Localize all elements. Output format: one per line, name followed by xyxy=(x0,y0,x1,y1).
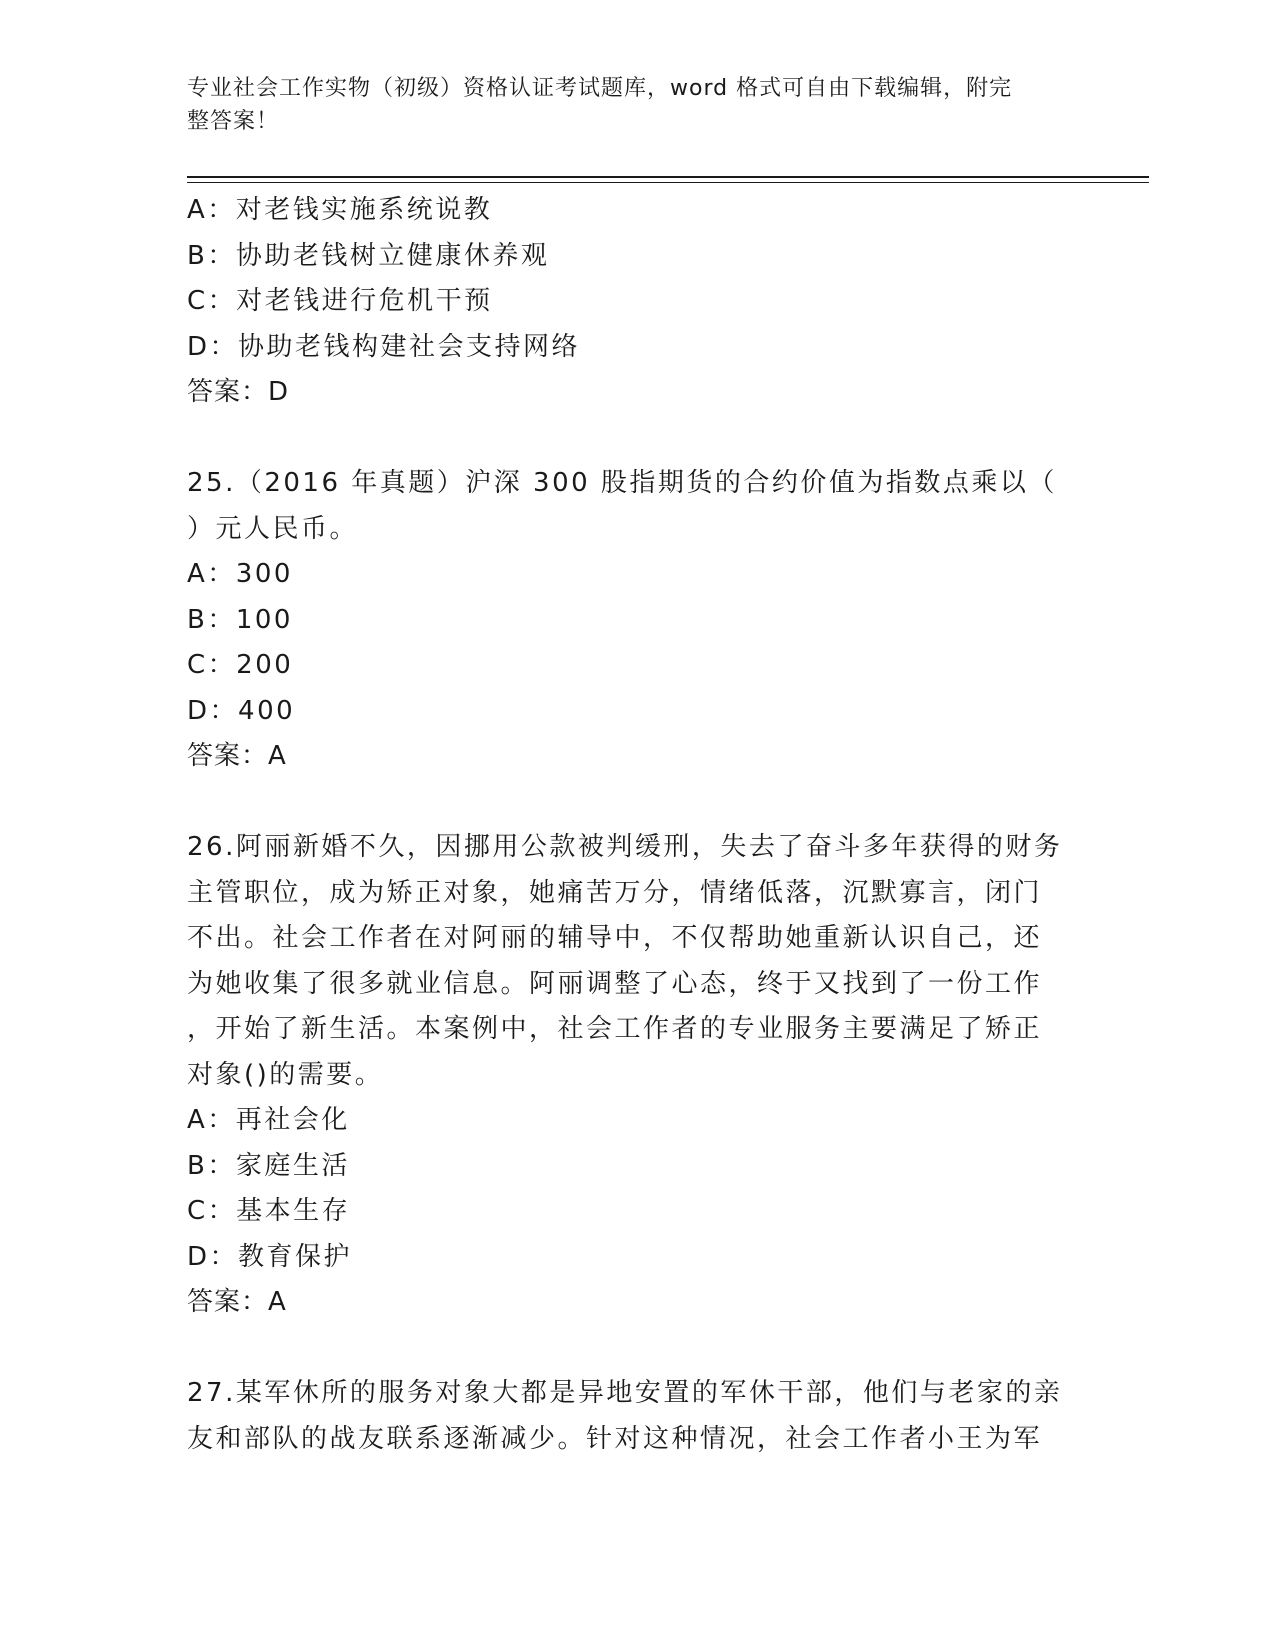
spacer xyxy=(187,416,1087,462)
question-stem-line: 主管职位，成为矫正对象，她痛苦万分，情绪低落，沉默寡言，闭门 xyxy=(187,877,1043,908)
option-c: C：200 xyxy=(187,650,294,680)
option-a: A：对老钱实施系统说教 xyxy=(187,195,493,225)
question-stem-line: 26.阿丽新婚不久，因挪用公款被判缓刑，失去了奋斗多年获得的财务 xyxy=(187,832,1063,862)
option-d: D：教育保护 xyxy=(187,1241,353,1272)
answer-line: 答案：A xyxy=(187,1287,287,1317)
option-d: D：协助老钱构建社会支持网络 xyxy=(187,331,581,362)
question-25 xyxy=(187,461,1087,780)
question-27 xyxy=(187,1371,1087,1462)
question-content xyxy=(187,188,1087,1462)
question-stem-line: 25.（2016 年真题）沪深 300 股指期货的合约价值为指数点乘以（ xyxy=(187,468,1057,498)
question-stem-line: 不出。社会工作者在对阿丽的辅导中，不仅帮助她重新认识自己，还 xyxy=(187,923,1043,953)
option-d: D：400 xyxy=(187,695,296,726)
option-c: C：对老钱进行危机干预 xyxy=(187,286,493,316)
question-stem-line: ，开始了新生活。本案例中，社会工作者的专业服务主要满足了矫正 xyxy=(187,1014,1043,1044)
header-divider-thin xyxy=(187,182,1149,183)
spacer xyxy=(187,1326,1087,1372)
header-line-1: 专业社会工作实物（初级）资格认证考试题库，word 格式可自由下载编辑，附完 xyxy=(187,76,1013,101)
question-stem-line: 友和部队的战友联系逐渐减少。针对这种情况，社会工作者小王为军 xyxy=(187,1423,1043,1454)
answer-line: 答案：A xyxy=(187,741,287,771)
page-header xyxy=(187,72,1067,138)
answer-line: 答案：D xyxy=(187,377,290,407)
question-24-tail xyxy=(187,188,1087,416)
question-stem-line: 27.某军休所的服务对象大都是异地安置的军休干部，他们与老家的亲 xyxy=(187,1378,1063,1408)
option-c: C：基本生存 xyxy=(187,1196,351,1226)
question-stem-line: ）元人民币。 xyxy=(187,513,359,544)
question-stem-line: 为她收集了很多就业信息。阿丽调整了心态，终于又找到了一份工作 xyxy=(187,968,1043,999)
question-stem-line: 对象()的需要。 xyxy=(187,1059,384,1090)
spacer xyxy=(187,780,1087,826)
option-b: B：100 xyxy=(187,604,293,635)
option-a: A：300 xyxy=(187,559,293,589)
header-line-2: 整答案！ xyxy=(187,109,280,134)
question-26 xyxy=(187,825,1087,1326)
header-divider-thick xyxy=(187,176,1149,178)
option-a: A：再社会化 xyxy=(187,1105,350,1135)
option-b: B：协助老钱树立健康休养观 xyxy=(187,240,550,271)
option-b: B：家庭生活 xyxy=(187,1150,350,1181)
